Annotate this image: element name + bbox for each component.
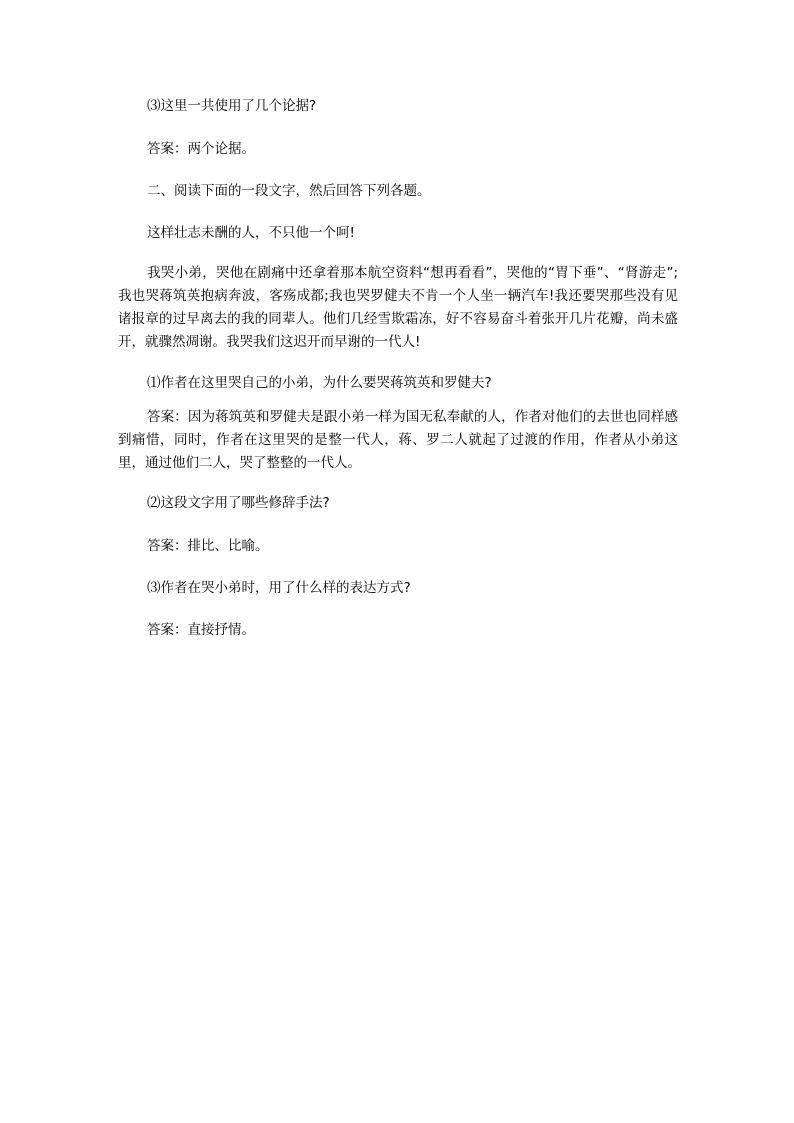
passage-intro-line: 这样壮志未酬的人，不只他一个呵!: [147, 225, 355, 241]
question-3-expression: ⑶作者在哭小弟时，用了什么样的表达方式?: [147, 580, 411, 596]
answer-why-mourn: 答案：因为蒋筑英和罗健夫是跟小弟一样为国无私奉献的人，作者对他们的去世也同样感到痛惜，同时，作者在这里哭的是整一代人，蒋、罗二人就起了过渡的作用，作者从小弟这里，通过他们二人，哭了整整的一代人。: [118, 409, 678, 471]
question-3-argument-count: ⑶这里一共使用了几个论据?: [147, 98, 317, 114]
section-two-heading: 二、阅读下面的一段文字，然后回答下列各题。: [147, 183, 431, 199]
question-1-why-mourn: ⑴作者在这里哭自己的小弟，为什么要哭蒋筑英和罗健夫?: [147, 375, 492, 391]
answer-rhetoric: 答案：排比、比喻。: [147, 538, 269, 554]
answer-expression: 答案：直接抒情。: [147, 622, 255, 638]
answer-argument-count: 答案：两个论据。: [147, 141, 255, 157]
passage-body: 我哭小弟，哭他在剧痛中还拿着那本航空资料“想再看看”，哭他的“胃下垂”、“肾游走”;我也哭蒋筑英抱病奔波，客殇成都;我也哭罗健夫不肯一个人坐一辆汽车!我还要哭那些没有见诸报章的过早离去的我的同辈人。他们几经雪欺霜冻，好不容易奋斗着张开几片花瓣，尚未盛开，就骤然凋谢。我哭我们这迟开而早谢的一代人!: [118, 265, 678, 350]
question-2-rhetoric: ⑵这段文字用了哪些修辞手法?: [147, 495, 330, 511]
